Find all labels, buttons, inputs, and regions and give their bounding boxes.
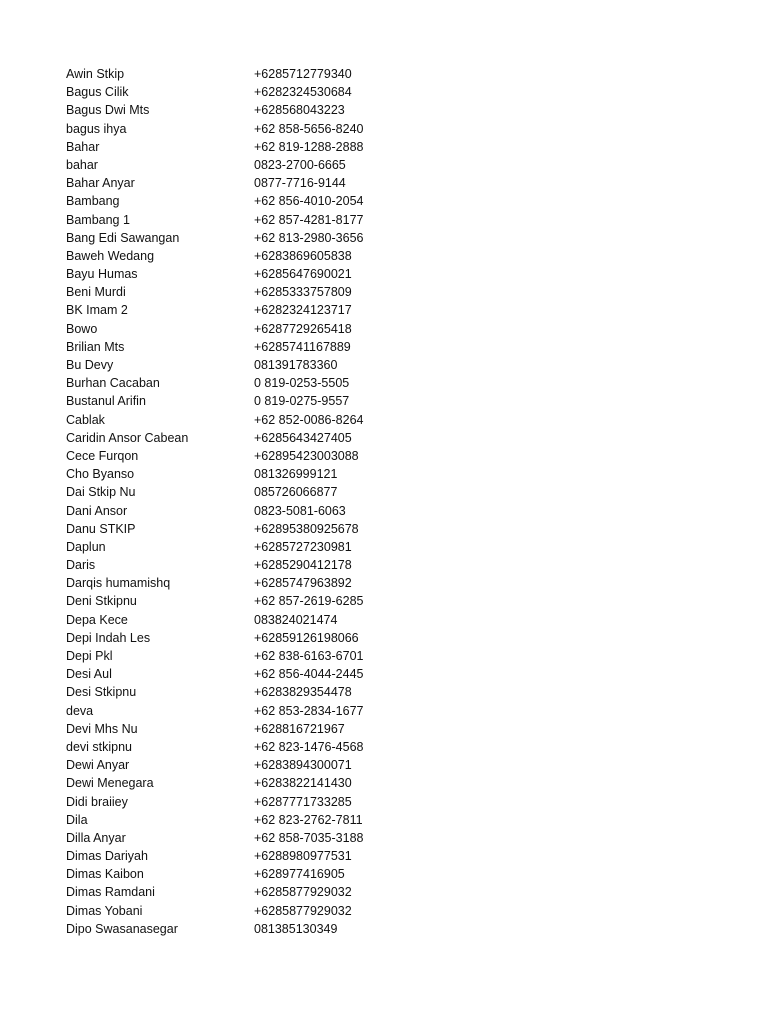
contact-phone: 083824021474 — [254, 612, 338, 627]
contact-phone: +628568043223 — [254, 103, 345, 118]
contact-name: Bagus Cilik — [66, 85, 129, 100]
contact-phone: +6285727230981 — [254, 539, 352, 554]
contact-row — [66, 883, 706, 901]
contact-phone: +62 852-0086-8264 — [254, 412, 364, 427]
contact-row — [66, 265, 706, 283]
contact-name: Desi Stkipnu — [66, 685, 137, 700]
contact-name: Bayu Humas — [66, 267, 138, 282]
contact-row — [66, 720, 706, 738]
contact-row — [66, 629, 706, 647]
contact-phone: 0823-5081-6063 — [254, 503, 346, 518]
contact-name: Beni Murdi — [66, 285, 126, 300]
contact-row — [66, 247, 706, 265]
contact-phone: +62 823-1476-4568 — [254, 739, 364, 754]
contact-phone: +6285290412178 — [254, 558, 352, 573]
contact-name: Caridin Ansor Cabean — [66, 430, 189, 445]
contact-row — [66, 702, 706, 720]
contact-phone: +6283822141430 — [254, 776, 352, 791]
contact-row — [66, 483, 706, 501]
contact-name: Daris — [66, 558, 96, 573]
contact-row — [66, 465, 706, 483]
contact-row — [66, 320, 706, 338]
contact-row — [66, 793, 706, 811]
contact-name: BK Imam 2 — [66, 303, 128, 318]
contact-name: Bowo — [66, 321, 98, 336]
contact-name: Bustanul Arifin — [66, 394, 146, 409]
contact-row — [66, 229, 706, 247]
contact-name: Dimas Kaibon — [66, 867, 144, 882]
contact-phone: +62 823-2762-7811 — [254, 812, 363, 827]
contact-name: Dilla Anyar — [66, 830, 126, 845]
contact-row — [66, 902, 706, 920]
contact-row — [66, 356, 706, 374]
contact-phone: +62859126198066 — [254, 630, 359, 645]
contact-row — [66, 592, 706, 610]
contact-name: Daplun — [66, 539, 106, 554]
contact-name: Dimas Ramdani — [66, 885, 155, 900]
contact-phone: +62 857-4281-8177 — [254, 212, 364, 227]
contact-name: Bagus Dwi Mts — [66, 103, 150, 118]
contact-name: Bang Edi Sawangan — [66, 230, 180, 245]
contact-name: Bahar Anyar — [66, 176, 135, 191]
contact-row — [66, 611, 706, 629]
contact-name: bagus ihya — [66, 121, 127, 136]
contact-row — [66, 429, 706, 447]
contact-name: Desi Aul — [66, 667, 112, 682]
contact-phone: +62895423003088 — [254, 448, 359, 463]
contact-name: Danu STKIP — [66, 521, 136, 536]
contact-row — [66, 156, 706, 174]
contact-name: Dewi Menegara — [66, 776, 154, 791]
contact-phone: +6287771733285 — [254, 794, 352, 809]
contact-name: devi stkipnu — [66, 739, 133, 754]
contact-row — [66, 774, 706, 792]
contact-name: bahar — [66, 157, 98, 172]
contact-row — [66, 556, 706, 574]
contact-row — [66, 502, 706, 520]
contact-phone: +62 838-6163-6701 — [254, 649, 364, 663]
contact-name: Cho Byanso — [66, 467, 135, 482]
contact-row — [66, 65, 706, 83]
contact-name: Dimas Dariyah — [66, 849, 148, 864]
contact-row — [66, 338, 706, 356]
contact-row — [66, 411, 706, 429]
contact-phone: +62 819-1288-2888 — [254, 139, 364, 154]
contact-phone: +628977416905 — [254, 867, 345, 882]
contact-name: Awin Stkip — [66, 67, 125, 81]
contact-list — [66, 65, 706, 938]
contact-name: Darqis humamishq — [66, 576, 171, 591]
contact-row — [66, 138, 706, 156]
contact-name: Brilian Mts — [66, 339, 125, 354]
contact-row — [66, 301, 706, 319]
contact-phone: +6285647690021 — [254, 267, 352, 282]
contact-row — [66, 211, 706, 229]
contact-name: Depi Indah Les — [66, 630, 151, 645]
contact-phone: +6285741167889 — [254, 339, 351, 354]
contact-phone: +6285877929032 — [254, 903, 352, 918]
contact-phone: 081391783360 — [254, 358, 338, 372]
contact-name: Depa Kece — [66, 612, 128, 627]
contact-phone: +62 856-4010-2054 — [254, 194, 364, 209]
contact-row — [66, 538, 706, 556]
contact-name: Dani Ansor — [66, 503, 128, 518]
contact-name: Didi braiiey — [66, 794, 128, 809]
contact-row — [66, 120, 706, 138]
contact-phone: 085726066877 — [254, 485, 338, 500]
contact-phone: 081385130349 — [254, 921, 338, 936]
contact-row — [66, 683, 706, 701]
contact-name: Depi Pkl — [66, 649, 113, 663]
contact-name: Dipo Swasanasegar — [66, 921, 178, 936]
contact-phone: +62 856-4044-2445 — [254, 667, 364, 682]
contact-phone: +6288980977531 — [254, 849, 352, 864]
contact-row — [66, 447, 706, 465]
contact-phone: +62 857-2619-6285 — [254, 594, 364, 609]
contact-name: Dimas Yobani — [66, 903, 143, 918]
contact-row — [66, 756, 706, 774]
contact-row — [66, 665, 706, 683]
contact-row — [66, 847, 706, 865]
contact-phone: +6285333757809 — [254, 285, 352, 300]
contact-phone: 0823-2700-6665 — [254, 157, 346, 172]
contact-phone: +6285643427405 — [254, 430, 352, 445]
contact-row — [66, 283, 706, 301]
contact-name: Burhan Cacaban — [66, 376, 160, 391]
contact-phone: +62 858-5656-8240 — [254, 121, 364, 136]
contact-phone: 0 819-0253-5505 — [254, 376, 350, 391]
contact-row — [66, 811, 706, 829]
contact-phone: +62 853-2834-1677 — [254, 703, 364, 718]
contact-row — [66, 174, 706, 192]
contact-name: Baweh Wedang — [66, 248, 155, 263]
contact-name: Dewi Anyar — [66, 758, 130, 773]
contact-name: Dila — [66, 812, 88, 827]
contact-row — [66, 647, 706, 665]
contact-phone: +62895380925678 — [254, 521, 359, 536]
contact-name: Cablak — [66, 412, 105, 427]
contact-row — [66, 392, 706, 410]
contact-row — [66, 829, 706, 847]
contact-name: Cece Furqon — [66, 448, 139, 463]
contact-phone: +6282324530684 — [254, 85, 352, 100]
contact-phone: +6287729265418 — [254, 321, 352, 336]
contact-name: Dai Stkip Nu — [66, 485, 136, 500]
contact-phone: +6282324123717 — [254, 303, 352, 318]
contact-phone: +62 813-2980-3656 — [254, 230, 364, 245]
contact-phone: +6285747963892 — [254, 576, 352, 591]
contact-row — [66, 520, 706, 538]
contact-name: Bambang 1 — [66, 212, 130, 227]
contact-phone: 0 819-0275-9557 — [254, 394, 350, 409]
contact-row — [66, 865, 706, 883]
contact-row — [66, 374, 706, 392]
contact-name: Devi Mhs Nu — [66, 721, 138, 736]
contact-name: Deni Stkipnu — [66, 594, 137, 609]
contact-phone: 0877-7716-9144 — [254, 176, 346, 191]
contact-row — [66, 101, 706, 119]
contact-row — [66, 83, 706, 101]
contact-phone: +62 858-7035-3188 — [254, 830, 364, 845]
contact-name: Bu Devy — [66, 358, 114, 372]
contact-row — [66, 738, 706, 756]
contact-phone: +6285712779340 — [254, 67, 352, 81]
contact-phone: +6283829354478 — [254, 685, 352, 700]
contact-name: Bambang — [66, 194, 120, 209]
contact-name: deva — [66, 703, 94, 718]
contact-phone: +6283869605838 — [254, 248, 352, 263]
contact-name: Bahar — [66, 139, 100, 154]
contact-phone: +628816721967 — [254, 721, 345, 736]
contact-phone: +6285877929032 — [254, 885, 352, 900]
contact-phone: +6283894300071 — [254, 758, 352, 773]
contact-row — [66, 920, 706, 938]
contact-row — [66, 192, 706, 210]
contact-row — [66, 574, 706, 592]
contact-phone: 081326999121 — [254, 467, 338, 482]
